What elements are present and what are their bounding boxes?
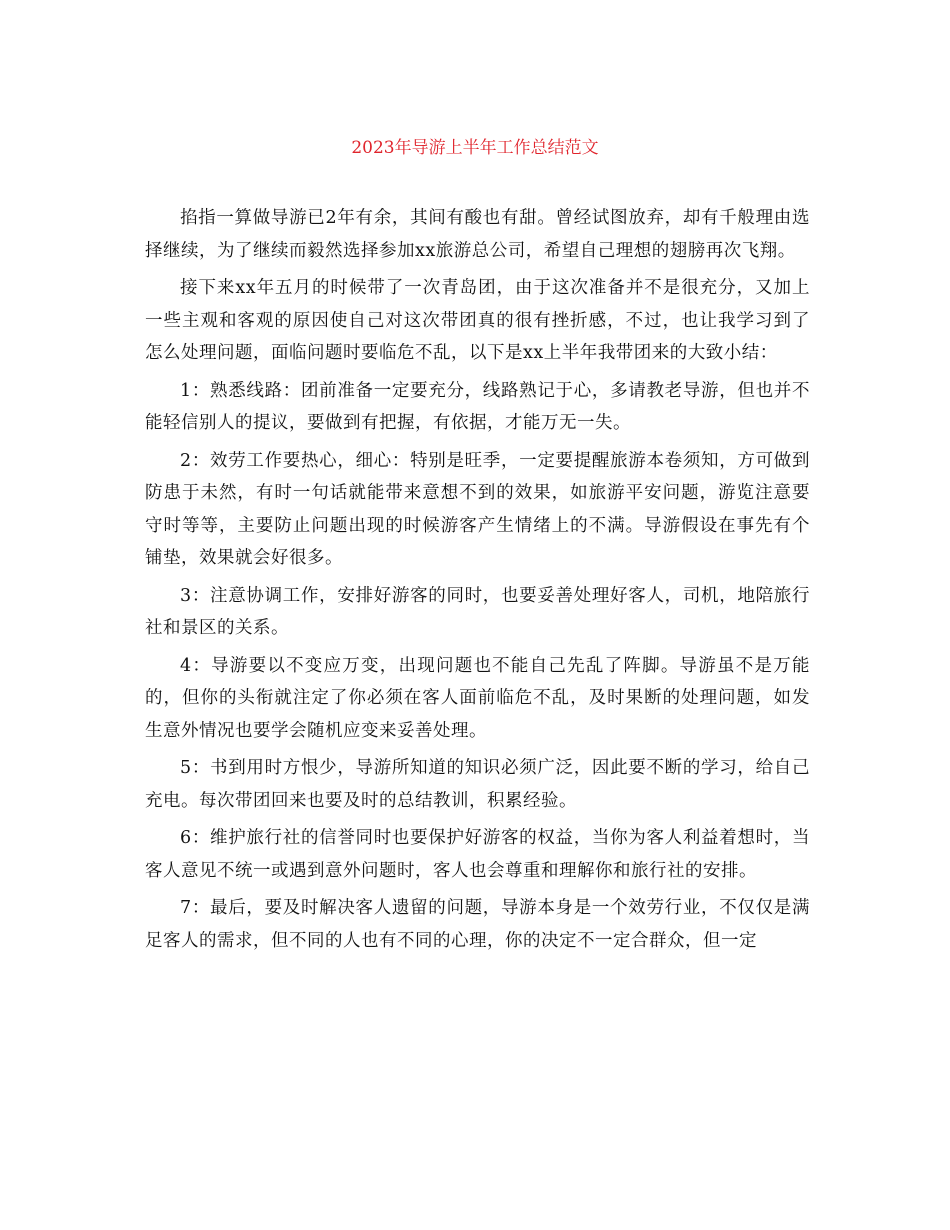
paragraph-point-6: 6：维护旅行社的信誉同时也要保护好游客的权益，当你为客人利益着想时，当客人意见不统一或遇到意外问题时，客人也会尊重和理解你和旅行社的安排。 (145, 828, 810, 881)
paragraph-point-1: 1：熟悉线路：团前准备一定要充分，线路熟记于心，多请教老导游，但也并不能轻信别人的提议，要做到有把握，有依据，才能万无一失。 (145, 380, 810, 433)
paragraph-point-5: 5：书到用时方恨少，导游所知道的知识必须广泛，因此要不断的学习，给自己充电。每次带团回来也要及时的总结教训，积累经验。 (145, 758, 810, 811)
paragraph-point-3: 3：注意协调工作，安排好游客的同时，也要妥善处理好客人，司机，地陪旅行社和景区的关系。 (145, 585, 810, 638)
paragraph-intro: 掐指一算做导游已2年有余，其间有酸也有甜。曾经试图放弃，却有千般理由选择继续，为了继续而毅然选择参加xx旅游总公司，希望自己理想的翅膀再次飞翔。 (145, 208, 810, 261)
paragraph-point-7: 7：最后，要及时解决客人遗留的问题，导游本身是一个效劳行业，不仅仅是满足客人的需求，但不同的人也有不同的心理，你的决定不一定合群众，但一定 (145, 898, 810, 951)
paragraph-point-2: 2：效劳工作要热心，细心：特别是旺季，一定要提醒旅游本卷须知，方可做到防患于未然，有时一句话就能带来意想不到的效果，如旅游平安问题，游览注意要守时等等，主要防止问题出现的时候游客产生情绪上的不满。导游假设在事先有个铺垫，效果就会好很多。 (145, 450, 810, 568)
document-body (145, 202, 810, 962)
document-title: 2023年导游上半年工作总结范文 (351, 138, 599, 158)
paragraph-point-4: 4：导游要以不变应万变，出现问题也不能自己先乱了阵脚。导游虽不是万能的，但你的头衔就注定了你必须在客人面前临危不乱，及时果断的处理问题，如发生意外情况也要学会随机应变来妥善处理。 (145, 655, 810, 741)
paragraph-background: 接下来xx年五月的时候带了一次青岛团，由于这次准备并不是很充分，又加上一些主观和客观的原因使自己对这次带团真的很有挫折感，不过，也让我学习到了怎么处理问题，面临问题时要临危不乱，以下是xx上半年我带团来的大致小结： (145, 278, 810, 363)
